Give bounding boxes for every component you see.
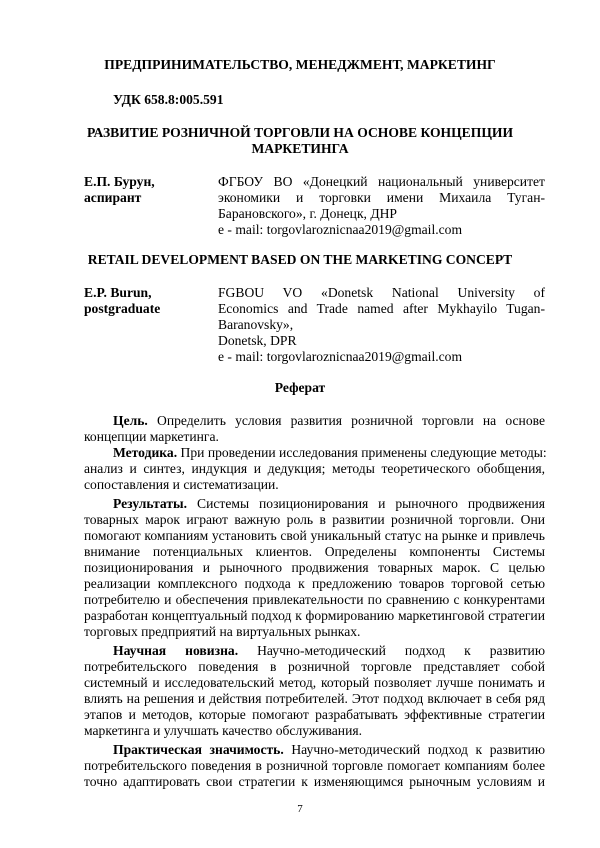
- abstract-novelty-label: Научная новизна.: [113, 643, 239, 658]
- author-ru-affiliation-1: ФГБОУ ВО «Донецкий национальный университет: [218, 174, 545, 189]
- abstract-goal-label: Цель.: [113, 413, 148, 428]
- abstract-practical-line-3: точно адаптировать свои стратегии к изменяющимся рыночным условиям и: [84, 774, 545, 789]
- abstract-method-line-3: сопоставления и систематизации.: [84, 477, 279, 492]
- abstract-results-label: Результаты.: [113, 496, 188, 511]
- abstract-results-line-4: внимание потенциальных клиентов. Определены компоненты Системы: [84, 544, 545, 559]
- abstract-results-line-3: помогают компаниям установить свой уникальный статус на рынке и привлечь: [84, 528, 545, 543]
- author-en-affiliation-3: Baranovsky»,: [218, 317, 294, 332]
- abstract-novelty-line-4: влиять на решения и действия потребителей. Этот подход включает в себя ряд: [84, 691, 545, 706]
- abstract-practical-line-2: потребительского поведения в розничной торговле помогает компаниям более: [84, 758, 545, 773]
- abstract-practical-line-1: Практическая значимость. Научно-методический подход к развитию: [113, 742, 545, 757]
- abstract-novelty-line-3: системный и исследовательский метод, который позволяет лучше понимать и: [84, 675, 545, 690]
- author-ru-position: аспирант: [84, 190, 142, 205]
- title-en: RETAIL DEVELOPMENT BASED ON THE MARKETING CONCEPT: [87, 252, 513, 267]
- abstract-novelty-line-2: потребительского поведения в розничной торговле представляет собой: [84, 659, 545, 674]
- author-ru-affiliation-3: Барановского», г. Донецк, ДНР: [218, 206, 397, 221]
- author-en-affiliation-4: Donetsk, DPR: [218, 333, 297, 348]
- author-en-affiliation-2: Economics and Trade named after Mykhayilo Tugan-: [218, 301, 545, 316]
- abstract-results-line-7: потребителю и обеспечения привлекательности по сравнению с конкурентами: [84, 592, 545, 607]
- abstract-goal-line-1: Цель. Определить условия развития розничной торговли на основе: [113, 413, 545, 428]
- abstract-results-line-5: позиционирования и рыночного продвижения товарных марок. С целью: [84, 560, 545, 575]
- abstract-method-label: Методика.: [113, 445, 178, 460]
- abstract-results-line-6: реализации комплексного подхода к предложению товаров торговой сетью: [84, 576, 545, 591]
- abstract-goal-line-2: концепции маркетинга.: [84, 429, 219, 444]
- author-ru-affiliation-2: экономики и торговки имени Михаила Туган-: [218, 190, 545, 205]
- author-ru-email: e - mail: torgovlaroznicnaa2019@gmail.com: [218, 222, 463, 237]
- abstract-novelty-line-6: маркетинга и улучшать качество обслуживания.: [84, 723, 362, 738]
- author-en-name: E.P. Burun,: [84, 285, 152, 300]
- title-ru-line-2: МАРКЕТИНГА: [251, 141, 349, 156]
- abstract-method-line-1: Методика. При проведении исследования применены следующие методы:: [113, 445, 547, 460]
- abstract-novelty-line-5: этапов и методов, которые помогают разрабатывать эффективные стратегии: [84, 707, 545, 722]
- abstract-novelty-line-1: Научная новизна. Научно-методический подход к развитию: [113, 643, 545, 658]
- abstract-results-line-1: Результаты. Системы позиционирования и рыночного продвижения: [113, 496, 545, 511]
- abstract-practical-label: Практическая значимость.: [113, 742, 284, 757]
- abstract-method-line-2: анализ и синтез, индукция и дедукция; методы теоретического обобщения,: [84, 461, 545, 476]
- abstract-results-line-8: разработан концептуальный подход к формированию маркетинговой стратегии: [84, 608, 545, 623]
- author-ru-name: Е.П. Бурун,: [84, 174, 155, 189]
- abstract-results-line-9: торговых предприятий на виртуальных рынках.: [84, 624, 361, 639]
- abstract-heading: Реферат: [274, 380, 326, 395]
- author-en-email: e - mail: torgovlaroznicnaa2019@gmail.com: [218, 349, 463, 364]
- abstract-results-line-2: товарных марок играют важную роль в развитии розничной торговли. Они: [84, 512, 545, 527]
- title-ru-line-1: РАЗВИТИЕ РОЗНИЧНОЙ ТОРГОВЛИ НА ОСНОВЕ КОНЦЕПЦИИ: [86, 125, 514, 140]
- page-number: 7: [297, 803, 303, 815]
- author-en-affiliation-1: FGBOU VO «Donetsk National University of: [218, 285, 545, 300]
- section-title: ПРЕДПРИНИМАТЕЛЬСТВО, МЕНЕДЖМЕНТ, МАРКЕТИНГ: [104, 57, 496, 72]
- author-en-position: postgraduate: [84, 301, 161, 316]
- udc-code: УДК 658.8:005.591: [113, 92, 224, 107]
